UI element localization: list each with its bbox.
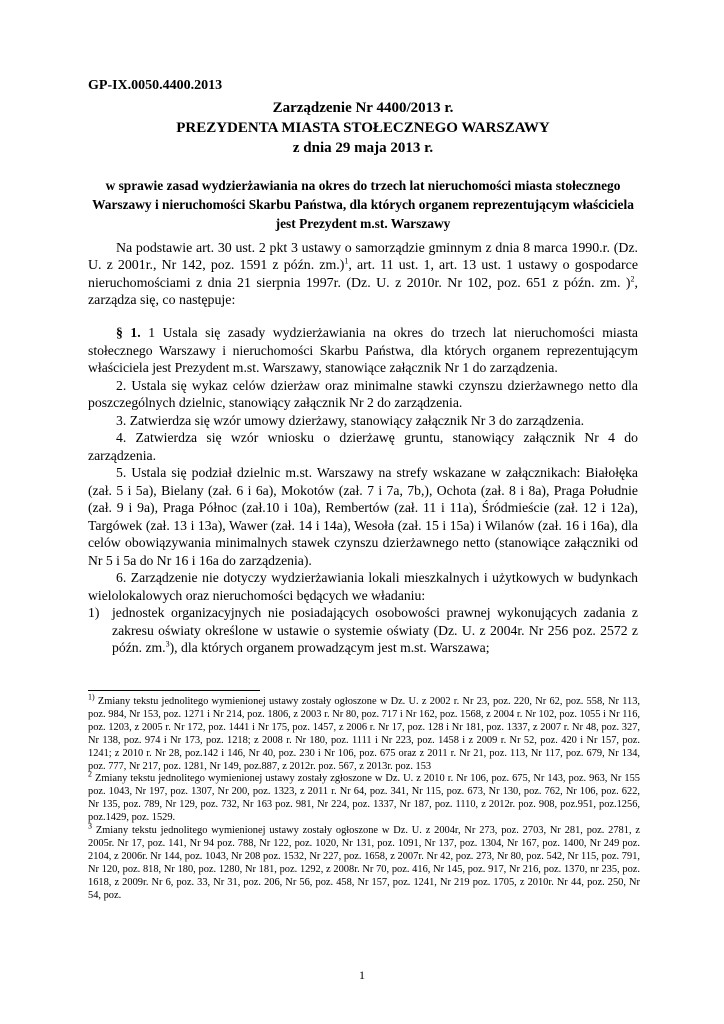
footnote-text-3: Zmiany tekstu jednolitego wymienionej ustawy zostały ogłoszone w Dz. U. z 2004r, Nr 273, poz. 2703, Nr 281, poz. 2781, z 2005r. Nr 17, poz. 141, Nr 94 poz. 788, Nr 122, poz. 1020, Nr 131, poz. 1091, Nr 137, poz. 1304, Nr 167, poz. 1400, Nr 249 poz. 2104, z 2006r. Nr 144, poz. 1043, Nr 208 poz. 1532, Nr 227, poz. 1658, z 2007r. Nr 42, poz. 273, Nr 80, poz. 542, Nr 115, poz. 791, Nr 120, poz. 818, Nr 180, poz. 1280, Nr 181, poz. 1292, z 2008r. Nr 70, poz. 416, Nr 145, poz. 917, Nr 216, poz. 1370, nr 235, poz. 1618, z 2009r. Nr 6, poz. 33, Nr 31, poz. 206, Nr 56, poz. 458, Nr 157, poz. 1241, Nr 219 poz. 1705, z 2010r. Nr 44, poz. 250, Nr 54, poz. bbox=[88, 825, 640, 901]
section-label: § 1. bbox=[116, 325, 141, 340]
footnote-text-1: Zmiany tekstu jednolitego wymienionej ustawy zostały ogłoszone w Dz. U. z 2002 r. Nr 23, poz. 220, Nr 62, poz. 558, Nr 113, poz. 984, Nr 153, poz. 1271 i Nr 214, poz. 1806, z 2003 r. Nr 80, poz. 717 i Nr 162, poz. 1568, z 2004 r. Nr 102, poz. 1055 i Nr 116, poz. 1203, z 2005 r. Nr 172, poz. 1441 i Nr 175, poz. 1457, z 2006 r. Nr 17, poz. 128 i Nr 181, poz. 1337, z 2007 r. Nr 48, poz. 327, Nr 138, poz. 974 i Nr 173, poz. 1218; z 2008 r. Nr 180, poz. 1111 i Nr 223, poz. 1458 i z 2009 r. Nr 52, poz. 420 i Nr 157, poz. 1241; z 2010 r. Nr 28, poz.142 i 146, Nr 40, poz. 230 i Nr 106, poz. 675 oraz z 2011 r. Nr 21, poz. 113, Nr 117, poz. 679, Nr 134, poz. 777, Nr 217, poz. 1281, Nr 149, poz.887, z 2012r. poz. 567, z 2013r. poz. 153 bbox=[88, 696, 640, 772]
document-signature: GP-IX.0050.4400.2013 bbox=[88, 78, 223, 93]
footnotes bbox=[88, 692, 640, 903]
title-line-president: PREZYDENTA MIASTA STOŁECZNEGO WARSZAWY bbox=[176, 120, 550, 136]
preamble bbox=[88, 240, 638, 310]
section-1-paragraph-2: 2. Ustala się wykaz celów dzierżaw oraz minimalne stawki czynszu dzierżawnego netto dla poszczególnych dzielnic, stanowiący załącznik Nr 2 do zarządzenia. bbox=[88, 377, 638, 410]
footnote-mark-3: 3 bbox=[88, 821, 92, 831]
section-1-paragraph-4: 4. Zatwierdza się wzór wniosku o dzierżawę gruntu, stanowiący załącznik Nr 4 do zarządzenia. bbox=[88, 430, 638, 463]
footnote-1 bbox=[88, 692, 640, 773]
list-item bbox=[88, 604, 638, 657]
footnote-ref-2: 2 bbox=[630, 274, 635, 284]
footnote-3 bbox=[88, 821, 640, 902]
footnote-ref-3: 3 bbox=[165, 639, 170, 649]
list-item-number: 1) bbox=[88, 605, 100, 620]
document-subject: w sprawie zasad wydzierżawiania na okres do trzech lat nieruchomości miasta stołecznego Warszawy i nieruchomości Skarbu Państwa, dla których organem reprezentującym właściciela jest Prezydent m.st. Warszawy bbox=[92, 178, 634, 231]
footnote-mark-2: 2 bbox=[88, 769, 92, 779]
list-item-text-b: ), dla których organem prowadzącym jest m.st. Warszawa; bbox=[169, 640, 490, 655]
footnote-text-2: Zmiany tekstu jednolitego wymienionej ustawy zostały zgłoszone w Dz. U. z 2010 r. Nr 106, poz. 675, Nr 143, poz. 963, Nr 155 poz. 1043, Nr 197, poz. 1307, Nr 200, poz. 1323, z 2011 r. Nr 64, poz. 341, Nr 115, poz. 673, Nr 130, poz. 762, Nr 106, poz. 622, Nr 135, poz. 789, Nr 129, poz. 732, Nr 163 poz. 981, Nr 224, poz. 1337, Nr 187, poz. 1110, z 2012r. poz. 908, poz.951, poz.1256, poz.1429, poz. 1529. bbox=[88, 773, 640, 824]
document-title-block bbox=[88, 98, 638, 158]
section-1-paragraph-5: 5. Ustala się podział dzielnic m.st. Warszawy na strefy wskazane w załącznikach: Białołęka (zał. 5 i 5a), Bielany (zał. 6 i 6a), Mokotów (zał. 7 i 7a, 7b,), Ochota (zał. 8 i 8a), Praga Południe (zał. 9 i 9a), Praga Północ (zał.10 i 10a), Rembertów (zał. 11 i 11a), Śródmieście (zał. 12 i 12a), Targówek (zał. 13 i 13a), Wawer (zał. 14 i 14a), Wesoła (zał. 15 i 15a) i Wilanów (zał. 16 i 16a), dla celów obowiązywania minimalnych stawek czynszu dzierżawnego netto (stanowiące załączniki od Nr 5 i 5a do Nr 16 i 16a do zarządzenia). bbox=[88, 465, 638, 568]
section-1 bbox=[88, 324, 638, 657]
title-line-date: z dnia 29 maja 2013 r. bbox=[292, 140, 434, 156]
preamble-part1: Na podstawie art. 30 ust. 2 pkt 3 ustawy o samorządzie gminnym z dnia 8 marca 1990.r. (Dz. U. z 2001r., Nr 142, poz. 1591 z późn. zm.) bbox=[88, 241, 638, 274]
footnote-divider bbox=[88, 690, 260, 691]
preamble-part2: , art. 11 ust. 1, art. 13 ust. 1 ustawy o gospodarce nieruchomościami z dnia 21 sierpnia 1997r. (Dz. U. z 2010r. Nr 102, poz. 651 z późn. zm. ) bbox=[88, 258, 638, 291]
section-1-paragraph-6: 6. Zarządzenie nie dotyczy wydzierżawiania lokali mieszkalnych i użytkowych w budynkach wielolokalowych oraz nieruchomości będących we władaniu: bbox=[88, 570, 638, 603]
section-1-paragraph-3: 3. Zatwierdza się wzór umowy dzierżawy, stanowiący załącznik Nr 3 do zarządzenia. bbox=[116, 412, 585, 428]
list-item-text bbox=[112, 604, 638, 657]
page-number: 1 bbox=[359, 968, 365, 982]
preamble-part3: , zarządza się, co następuje: bbox=[88, 275, 638, 309]
footnote-ref-1: 1 bbox=[344, 256, 349, 266]
list-item-text-a: jednostek organizacyjnych nie posiadających osobowości prawnej wykonujących zadania z zakresu oświaty określone w ustawie o systemie oświaty (Dz. U. z 2004r. Nr 256 poz. 2572 z późn. zm. bbox=[112, 605, 638, 655]
title-line-ordinance: Zarządzenie Nr 4400/2013 r. bbox=[272, 100, 454, 116]
section-1-paragraph-1 bbox=[88, 324, 638, 377]
section-1-p1-text: 1 Ustala się zasady wydzierżawiania na okres do trzech lat nieruchomości miasta stołecznego Warszawy i nieruchomości Skarbu Państwa, dla których organem reprezentującym właściciela jest Prezydent m.st. Warszawy, stanowiące załącznik Nr 1 do zarządzenia. bbox=[88, 325, 639, 375]
footnote-mark-1: 1) bbox=[88, 692, 95, 702]
footnote-2 bbox=[88, 769, 640, 825]
